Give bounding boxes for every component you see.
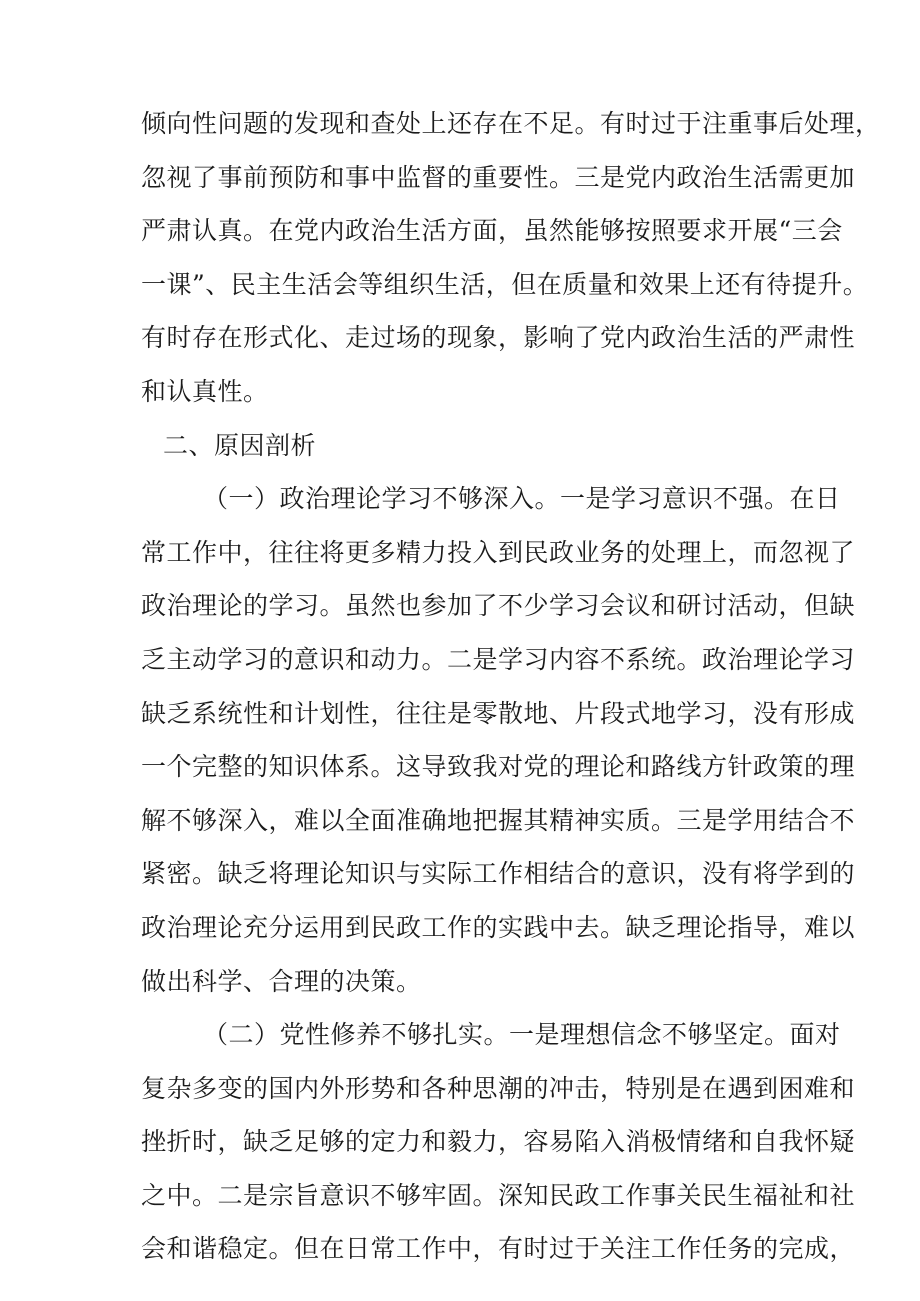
body-line: 和认真性。 <box>141 376 269 406</box>
subsection-first-line: （一）政治理论学习不够深入。一是学习意识不强。在日 <box>203 484 841 514</box>
body-line: 乏主动学习的意识和动力。二是学习内容不系统。政治理论学习 <box>141 644 856 674</box>
body-line: 缺乏系统性和计划性，往往是零散地、片段式地学习，没有形成 <box>141 698 856 728</box>
body-line: 常工作中，往往将更多精力投入到民政业务的处理上，而忽视了 <box>141 537 856 567</box>
subsection-first-line: （二）党性修养不够扎实。一是理想信念不够坚定。面对 <box>203 1020 841 1050</box>
body-line: 紧密。缺乏将理论知识与实际工作相结合的意识，没有将学到的 <box>141 859 856 889</box>
body-line: 之中。二是宗旨意识不够牢固。深知民政工作事关民生福祉和社 <box>141 1180 856 1210</box>
body-line: 挫折时，缺乏足够的定力和毅力，容易陷入消极情绪和自我怀疑 <box>141 1127 856 1157</box>
body-line: 有时存在形式化、走过场的现象，影响了党内政治生活的严肃性 <box>141 323 856 353</box>
section-heading: 二、原因剖析 <box>163 430 317 460</box>
body-line: 一个完整的知识体系。这导致我对党的理论和路线方针政策的理 <box>141 752 856 782</box>
body-line: 解不够深入，难以全面准确地把握其精神实质。三是学用结合不 <box>141 805 856 835</box>
body-line: 做出科学、合理的决策。 <box>141 966 422 996</box>
body-line: 严肃认真。在党内政治生活方面，虽然能够按照要求开展“三会 <box>141 216 843 246</box>
body-line: 一课”、民主生活会等组织生活，但在质量和效果上还有待提升。 <box>141 269 869 299</box>
body-line: 会和谐稳定。但在日常工作中，有时过于关注工作任务的完成， <box>141 1234 856 1264</box>
body-line: 忽视了事前预防和事中监督的重要性。三是党内政治生活需更加 <box>141 162 856 192</box>
body-line: 政治理论充分运用到民政工作的实践中去。缺乏理论指导，难以 <box>141 912 856 942</box>
body-line: 复杂多变的国内外形势和各种思潮的冲击，特别是在遇到困难和 <box>141 1073 856 1103</box>
body-line: 倾向性问题的发现和查处上还存在不足。有时过于注重事后处理， <box>141 109 881 138</box>
body-line: 政治理论的学习。虽然也参加了不少学习会议和研讨活动，但缺 <box>141 591 856 621</box>
